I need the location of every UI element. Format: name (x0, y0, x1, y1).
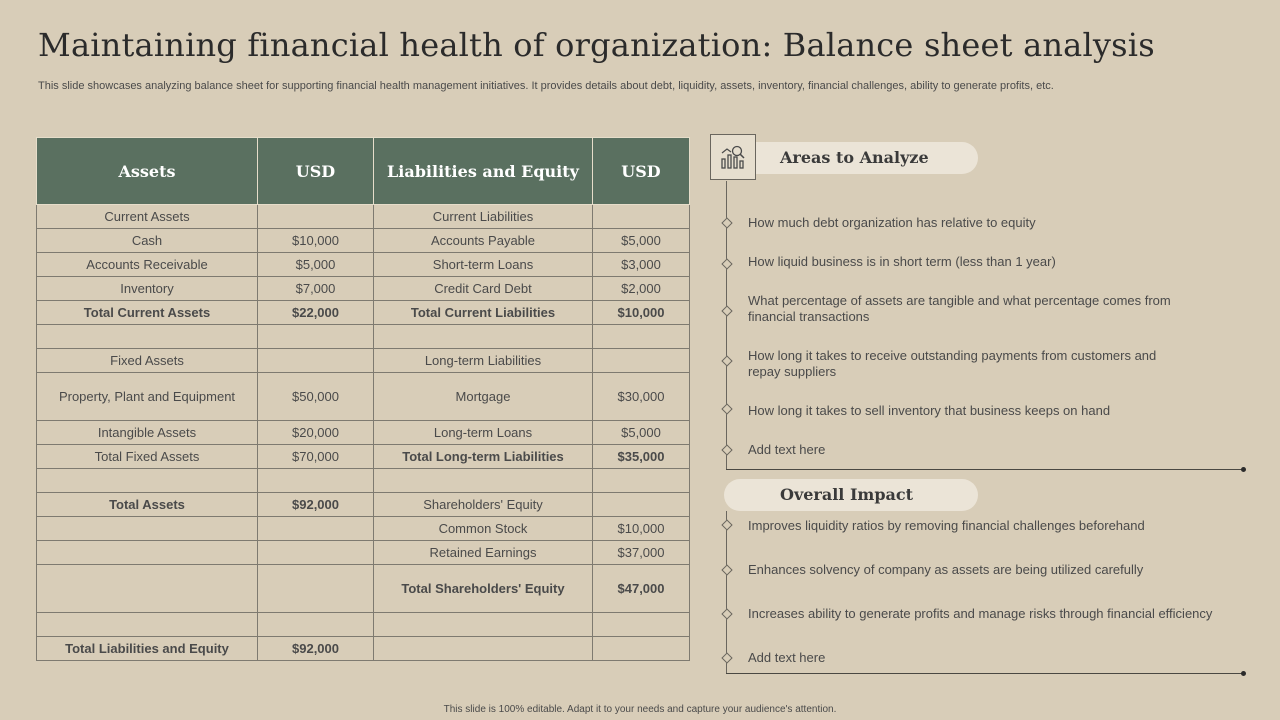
table-cell: $5,000 (258, 253, 374, 277)
table-cell: Intangible Assets (37, 421, 258, 445)
areas-item: How liquid business is in short term (less than 1 year) (748, 254, 1056, 269)
balance-sheet-table (36, 137, 690, 661)
table-cell: Inventory (37, 277, 258, 301)
table-cell: $10,000 (593, 301, 690, 325)
areas-heading: Areas to Analyze (780, 148, 929, 167)
impact-heading: Overall Impact (780, 485, 914, 504)
table-cell: Common Stock (374, 517, 593, 541)
bullet-marker (721, 258, 732, 269)
table-cell (374, 637, 593, 661)
table-row (37, 229, 690, 253)
header-usd-assets: USD (258, 138, 374, 205)
table-cell: $5,000 (593, 421, 690, 445)
table-cell (374, 613, 593, 637)
bullet-marker (721, 519, 732, 530)
table-cell: Shareholders' Equity (374, 493, 593, 517)
table-cell: Total Assets (37, 493, 258, 517)
bullet-marker (721, 652, 732, 663)
table-cell (593, 205, 690, 229)
table-cell (593, 637, 690, 661)
table-cell: Current Assets (37, 205, 258, 229)
table-cell: $20,000 (258, 421, 374, 445)
table-cell: $70,000 (258, 445, 374, 469)
impact-heading-pill (724, 479, 978, 511)
impact-bottom-line (726, 673, 1244, 674)
table-cell (258, 349, 374, 373)
table-cell: $47,000 (593, 565, 690, 613)
table-row (37, 613, 690, 637)
table-cell (374, 325, 593, 349)
table-cell: Long-term Liabilities (374, 349, 593, 373)
table-cell: Retained Earnings (374, 541, 593, 565)
table-row (37, 493, 690, 517)
table-cell: Total Liabilities and Equity (37, 637, 258, 661)
table-row (37, 445, 690, 469)
impact-item: Increases ability to generate profits and manage risks through financial efficiency (748, 606, 1213, 621)
table-cell (37, 565, 258, 613)
areas-item: Add text here (748, 442, 826, 457)
table-row (37, 469, 690, 493)
page-subtitle: This slide showcases analyzing balance sheet for supporting financial health management initiatives. It provides details about debt, liquidity, assets, inventory, financial challenges, ability to generate profits, etc. (38, 80, 1054, 92)
table-row (37, 325, 690, 349)
header-assets: Assets (37, 138, 258, 205)
table-cell: Fixed Assets (37, 349, 258, 373)
table-cell (593, 493, 690, 517)
table-row (37, 565, 690, 613)
table-cell: Accounts Payable (374, 229, 593, 253)
header-liabilities-equity: Liabilities and Equity (374, 138, 593, 205)
impact-timeline-line (726, 511, 727, 674)
areas-item: What percentage of assets are tangible and what percentage comes from financial transactions (748, 293, 1171, 324)
table-row (37, 421, 690, 445)
footer-note: This slide is 100% editable. Adapt it to your needs and capture your audience's attention. (443, 704, 837, 715)
table-cell: $7,000 (258, 277, 374, 301)
table-cell: $35,000 (593, 445, 690, 469)
table-cell: Short-term Loans (374, 253, 593, 277)
table-cell (37, 541, 258, 565)
table-cell (37, 325, 258, 349)
bullet-marker (721, 564, 732, 575)
table-cell: Total Long-term Liabilities (374, 445, 593, 469)
bullet-marker (721, 217, 732, 228)
table-cell: $92,000 (258, 637, 374, 661)
table-cell: $10,000 (258, 229, 374, 253)
impact-item: Enhances solvency of company as assets are being utilized carefully (748, 562, 1144, 577)
table-row (37, 253, 690, 277)
table-cell: $37,000 (593, 541, 690, 565)
table-row (37, 517, 690, 541)
areas-item: How long it takes to sell inventory that business keeps on hand (748, 403, 1111, 418)
table-cell: Credit Card Debt (374, 277, 593, 301)
table-cell (593, 349, 690, 373)
table-cell (258, 205, 374, 229)
table-cell: Total Shareholders' Equity (374, 565, 593, 613)
areas-item: How much debt organization has relative to equity (748, 215, 1036, 230)
table-row (37, 541, 690, 565)
bullet-marker (721, 403, 732, 414)
table-cell: Mortgage (374, 373, 593, 421)
impact-item: Add text here (748, 650, 826, 665)
table-cell (593, 613, 690, 637)
table-cell: $50,000 (258, 373, 374, 421)
table-cell (258, 565, 374, 613)
table-cell (593, 469, 690, 493)
bullet-marker (721, 608, 732, 619)
table-cell: $5,000 (593, 229, 690, 253)
table-row (37, 205, 690, 229)
table-cell (593, 325, 690, 349)
table-cell: Total Fixed Assets (37, 445, 258, 469)
header-usd-liabilities: USD (593, 138, 690, 205)
table-cell: Accounts Receivable (37, 253, 258, 277)
table-header-row (37, 138, 690, 205)
bullet-marker (721, 355, 732, 366)
table-cell: $10,000 (593, 517, 690, 541)
impact-end-dot (1241, 671, 1246, 676)
table-cell (258, 613, 374, 637)
areas-item: How long it takes to receive outstanding payments from customers and repay suppliers (748, 348, 1157, 379)
table-cell (258, 541, 374, 565)
table-cell: Total Current Assets (37, 301, 258, 325)
table-row (37, 637, 690, 661)
areas-heading-pill (724, 142, 978, 174)
table-row (37, 373, 690, 421)
analysis-chart-icon (710, 134, 756, 180)
table-cell: $2,000 (593, 277, 690, 301)
table-cell: $3,000 (593, 253, 690, 277)
table-row (37, 349, 690, 373)
table-cell (37, 613, 258, 637)
table-cell: Cash (37, 229, 258, 253)
table-cell: $92,000 (258, 493, 374, 517)
table-cell (37, 517, 258, 541)
table-cell (258, 469, 374, 493)
table-cell (374, 469, 593, 493)
page-title: Maintaining financial health of organization: Balance sheet analysis (38, 26, 1155, 64)
table-cell: Current Liabilities (374, 205, 593, 229)
table-cell (258, 517, 374, 541)
table-cell (37, 469, 258, 493)
bullet-marker (721, 444, 732, 455)
bullet-marker (721, 305, 732, 316)
table-cell: Total Current Liabilities (374, 301, 593, 325)
impact-item: Improves liquidity ratios by removing financial challenges beforehand (748, 518, 1145, 533)
areas-end-dot (1241, 467, 1246, 472)
table-row (37, 301, 690, 325)
areas-bottom-line (726, 469, 1244, 470)
table-cell: $22,000 (258, 301, 374, 325)
table-cell: $30,000 (593, 373, 690, 421)
table-cell: Property, Plant and Equipment (37, 373, 258, 421)
table-cell: Long-term Loans (374, 421, 593, 445)
table-row (37, 277, 690, 301)
table-cell (258, 325, 374, 349)
